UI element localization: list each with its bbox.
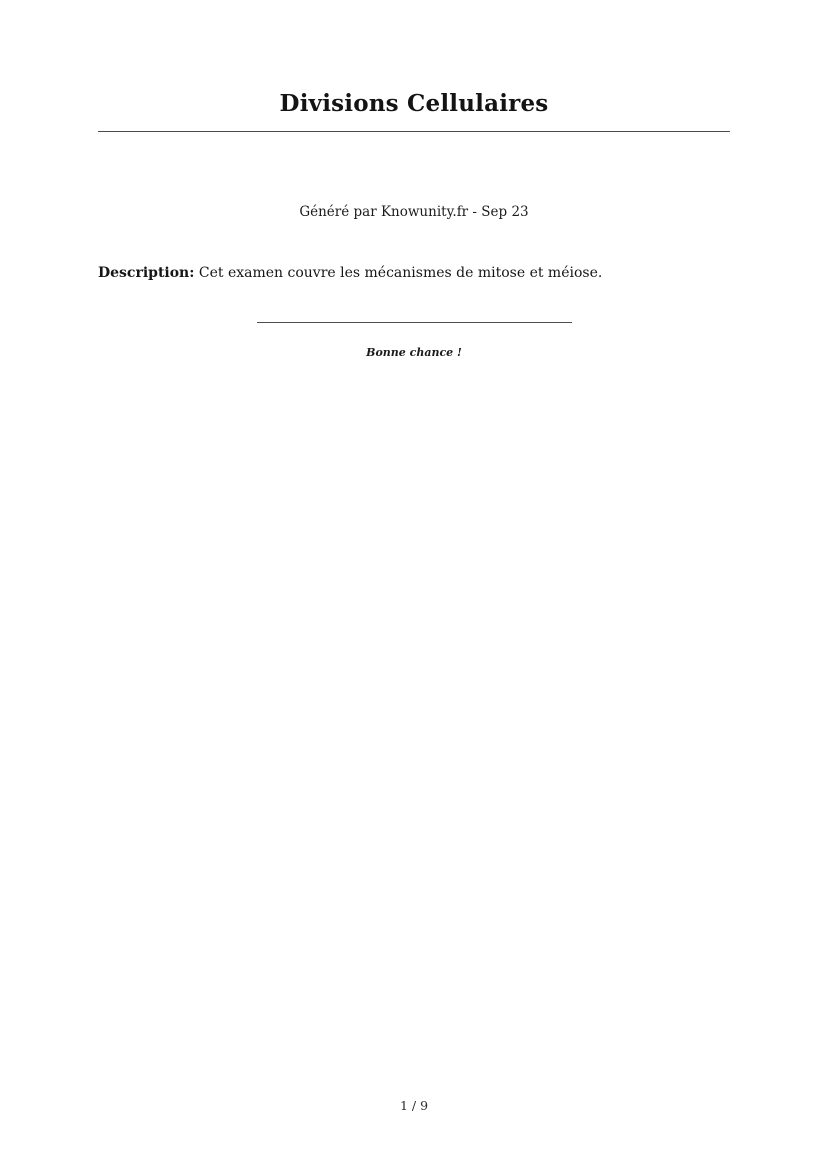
page-number-footer: 1 / 9 (399, 1098, 429, 1113)
title-divider (98, 131, 730, 132)
description-block (98, 263, 730, 283)
description-text: Cet examen couvre les mécanismes de mitose et méiose. (198, 265, 603, 281)
generated-by-text: Généré par Knowunity.fr - Sep 23 (299, 204, 529, 220)
good-luck-note: Bonne chance ! (366, 346, 462, 359)
section-divider (257, 322, 572, 323)
page-title: Divisions Cellulaires (279, 90, 549, 117)
description-label: Description: (98, 265, 195, 281)
